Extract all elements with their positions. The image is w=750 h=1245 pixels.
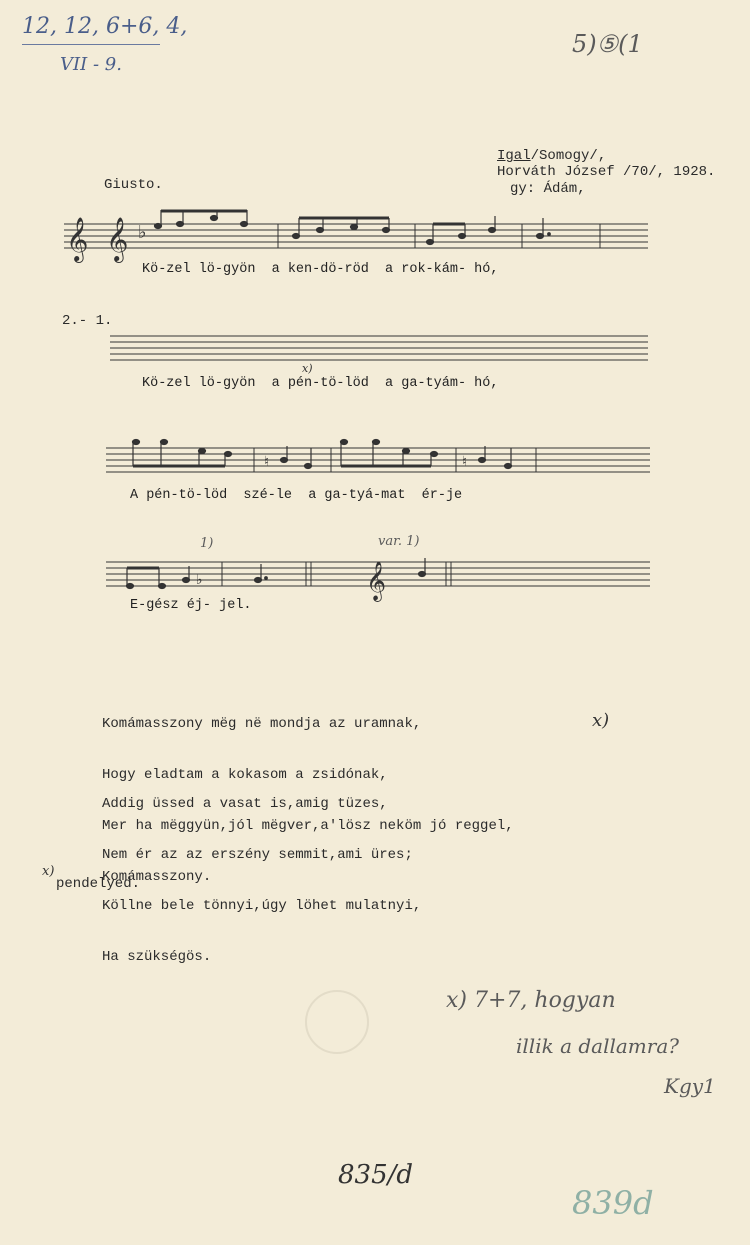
top-left-annotation: 12, 12, 6+6, 4, <box>22 14 188 39</box>
top-right-annotation: 5)⑤(1 <box>572 30 643 58</box>
place: Igal/Somogy/, <box>497 148 607 164</box>
footnote-mark-in-lyric: x) <box>302 362 313 375</box>
music-staff-3 <box>106 434 656 484</box>
stanza-1-line: Hogy eladtam a kokasom a zsidónak, <box>102 767 388 783</box>
stanza-1-line: Mer ha mëggyün,jól mëgver,a'lösz neköm jó reggel, <box>102 818 514 834</box>
singer: Horváth József /70/, 1928. <box>497 164 716 180</box>
stanza-2 <box>102 762 421 983</box>
stanza-footnote-mark: x) <box>592 710 610 731</box>
handwritten-note-3: Kgy1 <box>664 1074 716 1098</box>
archive-number: 839d <box>572 1184 654 1222</box>
lyric-line-4: E-gész éj- jel. <box>130 598 252 613</box>
footnote-mark: x) <box>42 864 55 879</box>
handwritten-note-1: x) 7+7, hogyan <box>446 988 616 1013</box>
tempo-marking: Giusto. <box>104 177 163 193</box>
svg-text:♭: ♭ <box>138 222 147 243</box>
svg-text:𝄞: 𝄞 <box>366 561 387 601</box>
stanza-1-line: Komámasszony mëg në mondja az uramnak, <box>102 716 422 732</box>
footnote: pendelyed. <box>56 876 141 892</box>
lyric-line-2: Kö-zel lö-gyön a pén-tö-löd a ga-tyám- hó, <box>142 376 499 391</box>
top-left-annotation-2: VII - 9. <box>60 54 122 75</box>
music-staff-4 <box>106 548 656 604</box>
lyric-line-1: Kö-zel lö-gyön a ken-dö-röd a rok-kám- hó, <box>142 262 499 277</box>
svg-text:𝄞: 𝄞 <box>66 217 89 261</box>
collector: gy: Ádám, <box>510 181 586 197</box>
svg-text:♮: ♮ <box>264 454 270 470</box>
stanza-2-line: Addig üssed a vasat is,amig tüzes, <box>102 796 388 812</box>
note-mark-1: 1) <box>200 536 214 551</box>
music-staff-2 <box>110 330 650 370</box>
stanza-2-line: Köllne bele tönnyi,úgy löhet mulatnyi, <box>102 898 422 914</box>
lyric-line-3: A pén-tö-löd szé-le a ga-tyá-mat ér-je <box>130 488 463 503</box>
faint-stamp <box>305 990 369 1054</box>
svg-text:𝄞: 𝄞 <box>106 217 129 261</box>
handwritten-note-2: illik a dallamra? <box>516 1034 679 1058</box>
catalog-number: 835/d <box>338 1160 414 1190</box>
stanza-1-line: Komámasszony. <box>102 869 212 885</box>
annotation-divider <box>22 44 160 45</box>
music-staff-1 <box>60 210 660 270</box>
stanza-2-line: Nem ér az az erszény semmit,ami üres; <box>102 847 413 863</box>
var-label: var. 1) <box>378 534 420 549</box>
svg-text:♭: ♭ <box>196 572 203 588</box>
stanza-2-line: Ha szükségös. <box>102 949 212 965</box>
section-label: 2.- 1. <box>62 313 113 329</box>
svg-text:♮: ♮ <box>462 454 468 470</box>
